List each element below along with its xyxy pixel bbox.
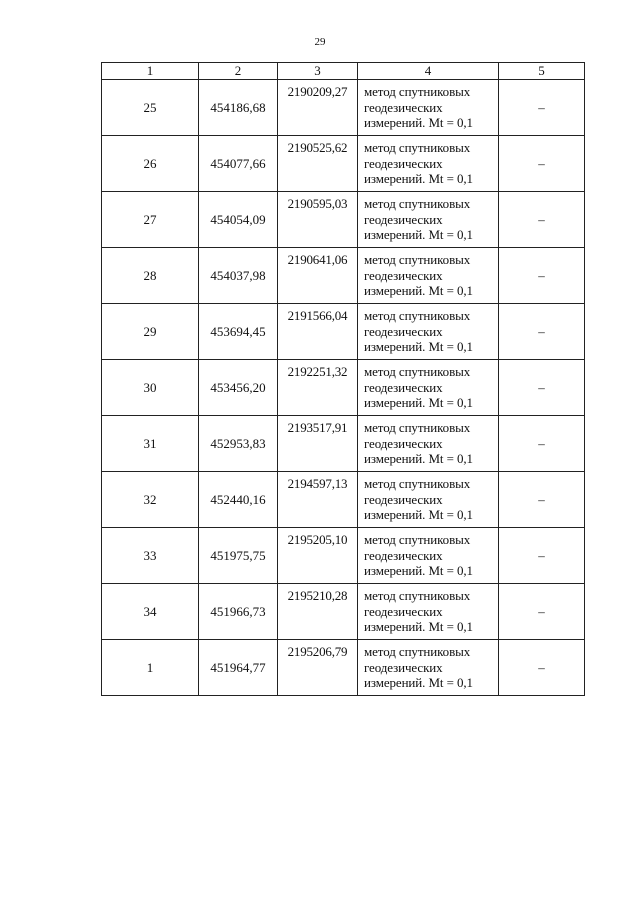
coordinate-y	[278, 248, 358, 304]
note-dash: –	[499, 304, 585, 360]
method-line-1: метод спутниковых	[364, 644, 471, 660]
coordinate-y	[278, 584, 358, 640]
coordinate-y-value: 2190525,62	[287, 140, 348, 155]
measurement-method	[358, 416, 499, 472]
point-number: 29	[102, 304, 199, 360]
note-dash: –	[499, 416, 585, 472]
coordinate-y	[278, 528, 358, 584]
method-line-2: геодезических	[364, 155, 443, 171]
table-row	[102, 416, 585, 472]
method-line-3: измерений. Mt = 0,1	[364, 675, 473, 691]
method-line-3: измерений. Mt = 0,1	[364, 563, 473, 579]
coordinate-x: 454186,68	[199, 80, 278, 136]
method-line-1: метод спутниковых	[364, 588, 471, 604]
coordinate-y-value: 2191566,04	[287, 308, 348, 323]
table-row	[102, 472, 585, 528]
point-number: 26	[102, 136, 199, 192]
coordinate-y-value: 2190595,03	[287, 196, 348, 211]
measurement-method	[358, 248, 499, 304]
method-line-3: измерений. Mt = 0,1	[364, 171, 473, 187]
coordinate-y	[278, 472, 358, 528]
coordinate-y	[278, 304, 358, 360]
method-line-1: метод спутниковых	[364, 308, 471, 324]
method-line-2: геодезических	[364, 323, 443, 339]
coordinate-y-value: 2190641,06	[287, 252, 348, 267]
note-dash: –	[499, 584, 585, 640]
measurement-method	[358, 528, 499, 584]
note-dash: –	[499, 472, 585, 528]
coordinate-x: 454037,98	[199, 248, 278, 304]
note-dash: –	[499, 248, 585, 304]
coordinate-y-value: 2190209,27	[287, 84, 348, 99]
coordinate-y-value: 2195205,10	[287, 532, 348, 547]
method-line-1: метод спутниковых	[364, 476, 471, 492]
measurement-method	[358, 80, 499, 136]
point-number: 30	[102, 360, 199, 416]
coordinate-x: 452440,16	[199, 472, 278, 528]
coordinate-y	[278, 136, 358, 192]
coordinate-x: 454054,09	[199, 192, 278, 248]
method-line-2: геодезических	[364, 547, 443, 563]
method-line-1: метод спутниковых	[364, 420, 471, 436]
coordinate-x: 451966,73	[199, 584, 278, 640]
coordinate-x: 453456,20	[199, 360, 278, 416]
coordinate-x: 451964,77	[199, 640, 278, 696]
point-number: 28	[102, 248, 199, 304]
coordinate-y	[278, 192, 358, 248]
method-line-3: измерений. Mt = 0,1	[364, 227, 473, 243]
note-dash: –	[499, 528, 585, 584]
method-line-2: геодезических	[364, 99, 443, 115]
table-row	[102, 136, 585, 192]
table-row	[102, 640, 585, 696]
table-row	[102, 80, 585, 136]
method-line-3: измерений. Mt = 0,1	[364, 451, 473, 467]
method-line-2: геодезических	[364, 659, 443, 675]
coordinates-table	[101, 62, 585, 696]
coordinate-y	[278, 416, 358, 472]
coordinate-y-value: 2193517,91	[287, 420, 348, 435]
method-line-2: геодезических	[364, 603, 443, 619]
method-line-3: измерений. Mt = 0,1	[364, 115, 473, 131]
header-col-5: 5	[499, 63, 585, 80]
header-col-2: 2	[199, 63, 278, 80]
coordinate-x: 454077,66	[199, 136, 278, 192]
method-line-3: измерений. Mt = 0,1	[364, 507, 473, 523]
table-row	[102, 248, 585, 304]
coordinate-x: 451975,75	[199, 528, 278, 584]
method-line-1: метод спутниковых	[364, 364, 471, 380]
method-line-1: метод спутниковых	[364, 196, 471, 212]
coordinate-y	[278, 640, 358, 696]
coordinate-y-value: 2194597,13	[287, 476, 348, 491]
table-row	[102, 360, 585, 416]
header-col-1: 1	[102, 63, 199, 80]
note-dash: –	[499, 136, 585, 192]
table-row	[102, 192, 585, 248]
method-line-3: измерений. Mt = 0,1	[364, 619, 473, 635]
header-col-3: 3	[278, 63, 358, 80]
method-line-2: геодезических	[364, 491, 443, 507]
coordinate-y-value: 2195210,28	[287, 588, 348, 603]
note-dash: –	[499, 80, 585, 136]
measurement-method	[358, 584, 499, 640]
point-number: 33	[102, 528, 199, 584]
method-line-2: геодезических	[364, 379, 443, 395]
point-number: 27	[102, 192, 199, 248]
measurement-method	[358, 192, 499, 248]
coordinate-y	[278, 360, 358, 416]
coordinate-y-value: 2195206,79	[287, 644, 348, 659]
measurement-method	[358, 640, 499, 696]
method-line-1: метод спутниковых	[364, 140, 471, 156]
note-dash: –	[499, 192, 585, 248]
point-number: 34	[102, 584, 199, 640]
note-dash: –	[499, 640, 585, 696]
method-line-1: метод спутниковых	[364, 252, 471, 268]
point-number: 1	[102, 640, 199, 696]
method-line-3: измерений. Mt = 0,1	[364, 283, 473, 299]
method-line-2: геодезических	[364, 267, 443, 283]
table-row	[102, 584, 585, 640]
note-dash: –	[499, 360, 585, 416]
page-number: 29	[314, 36, 326, 48]
measurement-method	[358, 304, 499, 360]
method-line-1: метод спутниковых	[364, 84, 471, 100]
measurement-method	[358, 472, 499, 528]
table-row	[102, 528, 585, 584]
table-header-row	[102, 63, 585, 80]
header-col-4: 4	[358, 63, 499, 80]
coordinate-y	[278, 80, 358, 136]
method-line-1: метод спутниковых	[364, 532, 471, 548]
method-line-3: измерений. Mt = 0,1	[364, 395, 473, 411]
method-line-2: геодезических	[364, 211, 443, 227]
method-line-2: геодезических	[364, 435, 443, 451]
coordinate-y-value: 2192251,32	[287, 364, 348, 379]
coordinate-x: 452953,83	[199, 416, 278, 472]
measurement-method	[358, 136, 499, 192]
table-row	[102, 304, 585, 360]
point-number: 31	[102, 416, 199, 472]
point-number: 32	[102, 472, 199, 528]
measurement-method	[358, 360, 499, 416]
method-line-3: измерений. Mt = 0,1	[364, 339, 473, 355]
coordinate-x: 453694,45	[199, 304, 278, 360]
point-number: 25	[102, 80, 199, 136]
